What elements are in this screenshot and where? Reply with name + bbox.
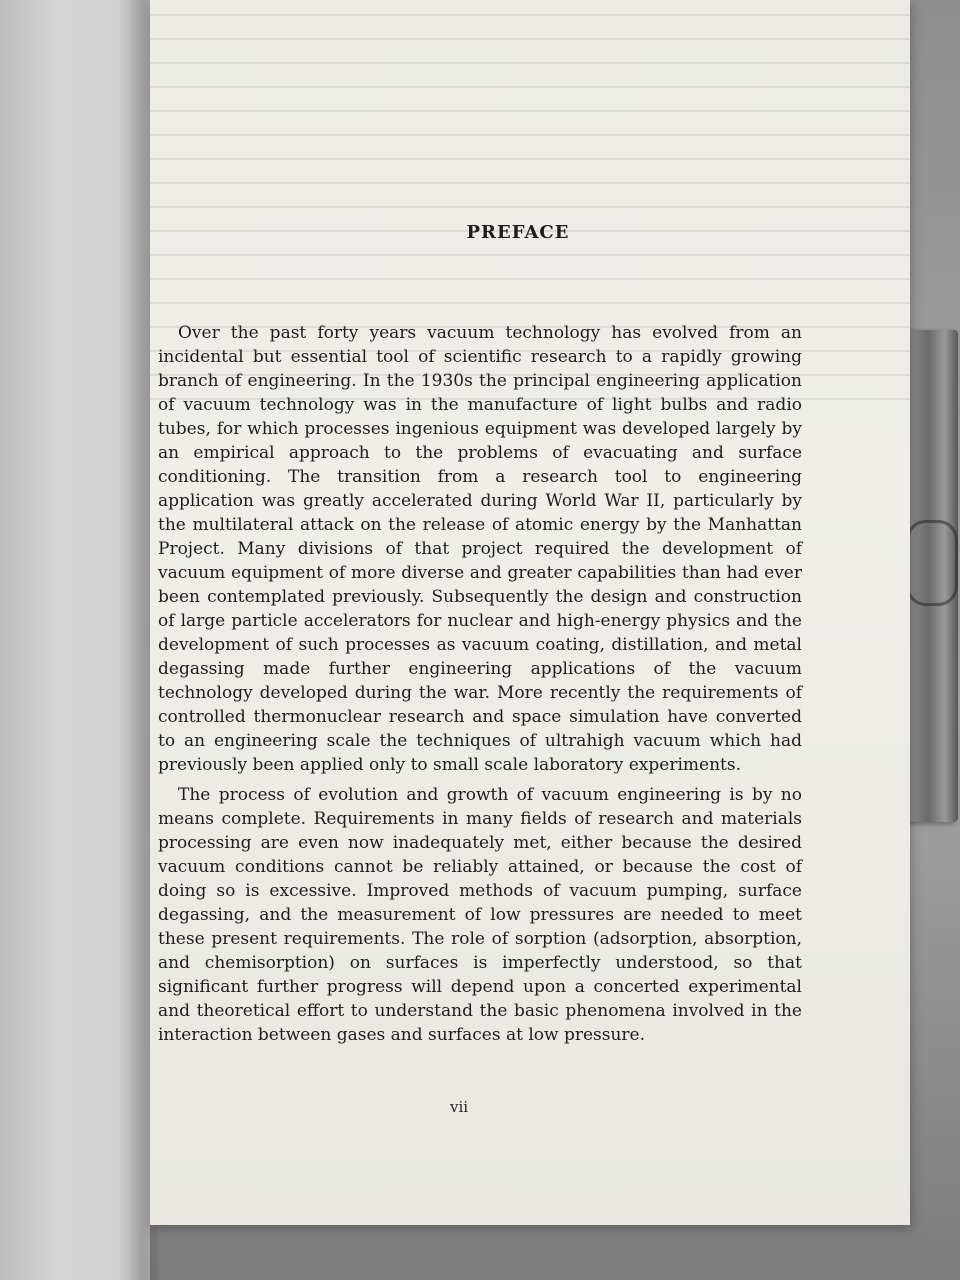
page-heading: PREFACE	[466, 222, 570, 243]
page-content	[158, 222, 802, 1053]
clip-emboss	[906, 520, 958, 606]
page-number: vii	[450, 1098, 469, 1116]
paragraph-2: The process of evolution and growth of vacuum engineering is by no means complete. Requirements in many fields of research and materials processing are even now inadequately met, either because the desired vacuum conditions cannot be reliably attained, or because the cost of doing so is excessive. Improved methods of vacuum pumping, surface degassing, and the measurement of low pressures are needed to meet these present requirements. The role of sorption (adsorption, absorption, and chemisorption) on surfaces is imperfectly understood, so that significant further progress will depend upon a concerted experimental and theoretical effort to understand the basic phenomena involved in the interaction between gases and surfaces at low pressure.	[158, 785, 802, 1045]
paragraph-1: Over the past forty years vacuum technology has evolved from an incidental but essential tool of scientific research to a rapidly growing branch of engineering. In the 1930s the principal engineering application of vacuum technology was in the manufacture of light bulbs and radio tubes, for which processes ingenious equipment was developed largely by an empirical approach to the problems of evacuating and surface conditioning. The transition from a research tool to engineering application was greatly accelerated during World War II, particularly by the multilateral attack on the release of atomic energy by the Manhattan Project. Many divisions of that project required the development of vacuum equipment of more diverse and greater capabilities than had ever been contemplated previously. Subsequently the design and construction of large particle accelerators for nuclear and high-energy physics and the development of such processes as vacuum coating, distillation, and metal degassing made further engineering applications of the vacuum technology developed during the war. More recently the requirements of controlled thermonuclear research and space simulation have converted to an engineering scale the techniques of ultrahigh vacuum which had previously been applied only to small scale laboratory experiments.	[158, 323, 802, 775]
book-page	[150, 0, 910, 1225]
